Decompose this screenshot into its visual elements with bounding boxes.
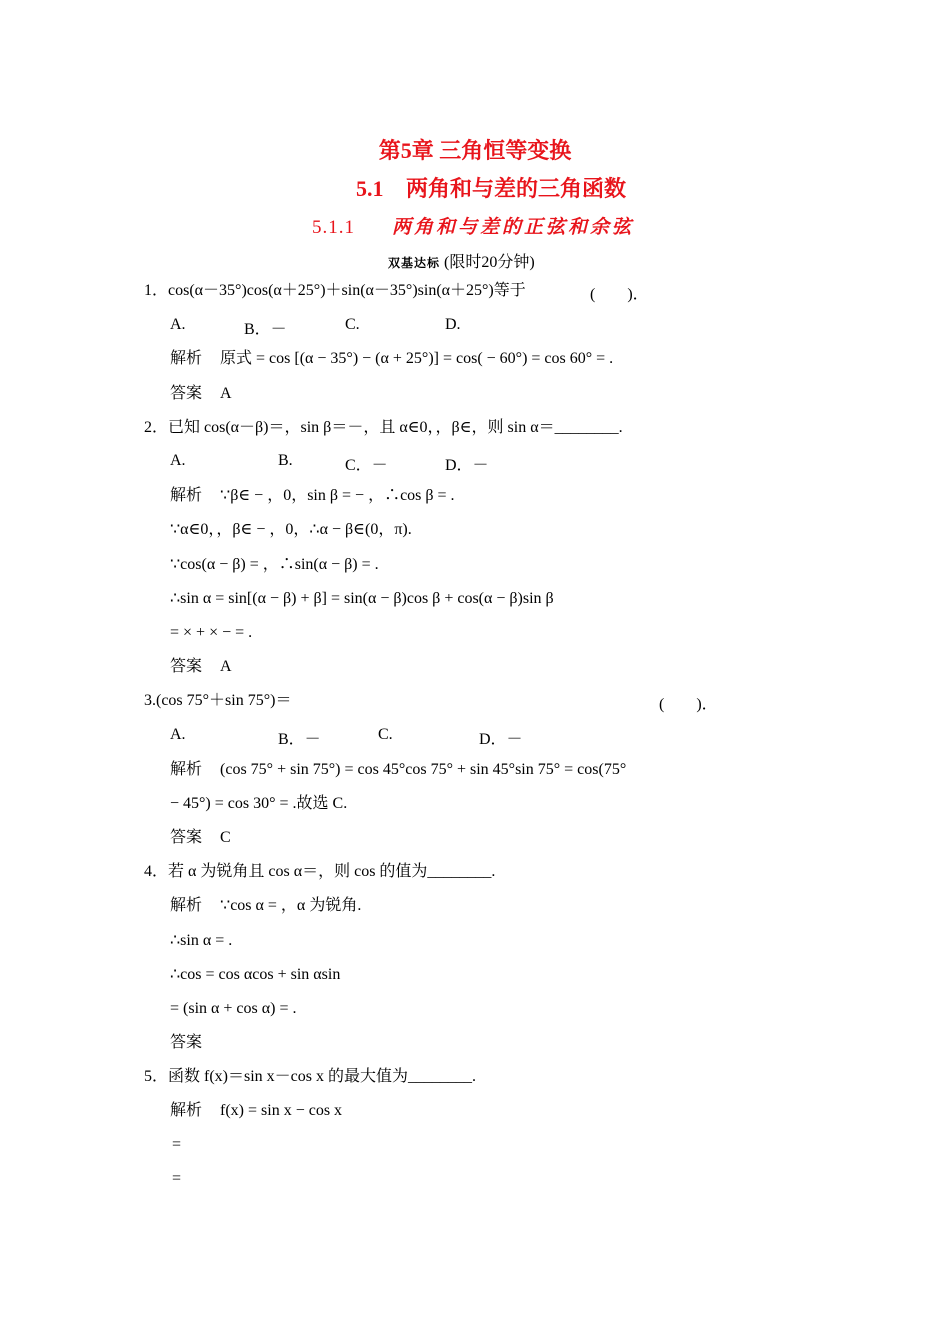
q3-analysis — [170, 760, 626, 780]
q1-analysis-text: 原式 = cos [(α − 35°) − (α + 25°)] = cos( − 60°) = cos 60° = . — [220, 350, 614, 367]
q1-option-d: D. — [445, 316, 461, 333]
section-number: 5.1 — [356, 176, 384, 201]
answer-label: 答案 — [170, 1034, 203, 1051]
practice-label: 双基达标 — [388, 256, 441, 270]
q1-option-a: A. — [170, 316, 186, 333]
practice-heading — [388, 249, 535, 272]
answer-label: 答案 — [170, 385, 203, 402]
analysis-label: 解析 — [170, 350, 203, 367]
q2-option-b: B. — [278, 452, 293, 469]
question-3-stem: 3.(cos 75°＋sin 75°)＝ — [144, 692, 292, 709]
subsection-heading — [312, 212, 634, 239]
q2-option-d: D．－ — [445, 457, 489, 474]
subsection-title: 两角和与差的正弦和余弦 — [392, 217, 635, 238]
q4-analysis-text: ∵cos α = ，α 为锐角. — [220, 897, 362, 914]
q2-step-3: ∴sin α = sin[(α − β) + β] = sin(α − β)cos β + cos(α − β)sin β — [170, 590, 554, 607]
analysis-label: 解析 — [170, 1102, 203, 1119]
q2-analysis-text: ∵β∈ − ，0，sin β = − ，∴cos β = . — [220, 487, 455, 504]
answer-label: 答案 — [170, 829, 203, 846]
q3-answer-text: C — [220, 829, 231, 846]
section-title: 两角和与差的三角函数 — [406, 176, 627, 201]
q4-step-1: ∴sin α = . — [170, 932, 233, 949]
q4-analysis — [170, 896, 361, 916]
q4-answer — [170, 1033, 220, 1053]
q2-answer-text: A — [220, 658, 232, 675]
analysis-label: 解析 — [170, 897, 203, 914]
answer-label: 答案 — [170, 658, 203, 675]
q3-answer — [170, 828, 231, 848]
q2-answer — [170, 657, 232, 677]
q5-analysis-text: f(x) = sin x − cos x — [220, 1102, 343, 1119]
q2-option-c: C．－ — [345, 457, 388, 474]
q1-option-c: C. — [345, 316, 360, 333]
q3-option-b: B．－ — [278, 731, 321, 748]
q2-step-2: ∵cos(α − β) = ，∴sin(α − β) = . — [170, 556, 379, 573]
q3-analysis-text: (cos 75° + sin 75°) = cos 45°cos 75° + sin 45°sin 75° = cos(75° — [220, 761, 627, 778]
analysis-label: 解析 — [170, 487, 203, 504]
q2-step-1: ∵α∈0，，β∈ − ，0，∴α − β∈(0，π). — [170, 521, 412, 538]
q5-analysis — [170, 1101, 342, 1121]
q2-step-4: = × + × − = . — [170, 624, 253, 641]
question-4-stem: 4．若 α 为锐角且 cos α＝，则 cos 的值为________. — [144, 863, 496, 880]
q1-answer — [170, 384, 232, 404]
q4-step-2: ∴cos = cos αcos + sin αsin — [170, 966, 341, 983]
chapter-title: 第5章 三角恒等变换 — [378, 138, 572, 163]
q1-option-b: B．－ — [244, 321, 287, 338]
question-5-stem: 5．函数 f(x)＝sin x－cos x 的最大值为________. — [144, 1068, 476, 1085]
q1-analysis — [170, 349, 613, 369]
q1-answer-text: A — [220, 385, 232, 402]
q2-option-a: A. — [170, 452, 186, 469]
q5-step-2: = — [172, 1170, 182, 1187]
question-1-stem: 1．cos(α－35°)cos(α＋25°)＋sin(α－35°)sin(α＋25°)等于 — [144, 282, 526, 299]
q3-option-a: A. — [170, 726, 186, 743]
analysis-label: 解析 — [170, 761, 203, 778]
question-2-stem: 2．已知 cos(α－β)＝，sin β＝－，且 α∈0，，β∈，则 sin α＝________. — [144, 419, 623, 436]
q3-analysis-cont: − 45°) = cos 30° = .故选 C. — [170, 795, 348, 812]
section-heading — [356, 172, 626, 203]
q3-option-c: C. — [378, 726, 393, 743]
q3-option-d: D．－ — [479, 731, 523, 748]
q4-step-3: = (sin α + cos α) = . — [170, 1000, 297, 1017]
q5-step-1: = — [172, 1136, 182, 1153]
q2-analysis — [170, 486, 455, 506]
question-1-paren: ( )． — [590, 286, 649, 303]
question-3-paren: ( )． — [659, 696, 718, 713]
practice-time: (限时20分钟) — [444, 254, 535, 271]
subsection-number: 5.1.1 — [312, 217, 355, 238]
